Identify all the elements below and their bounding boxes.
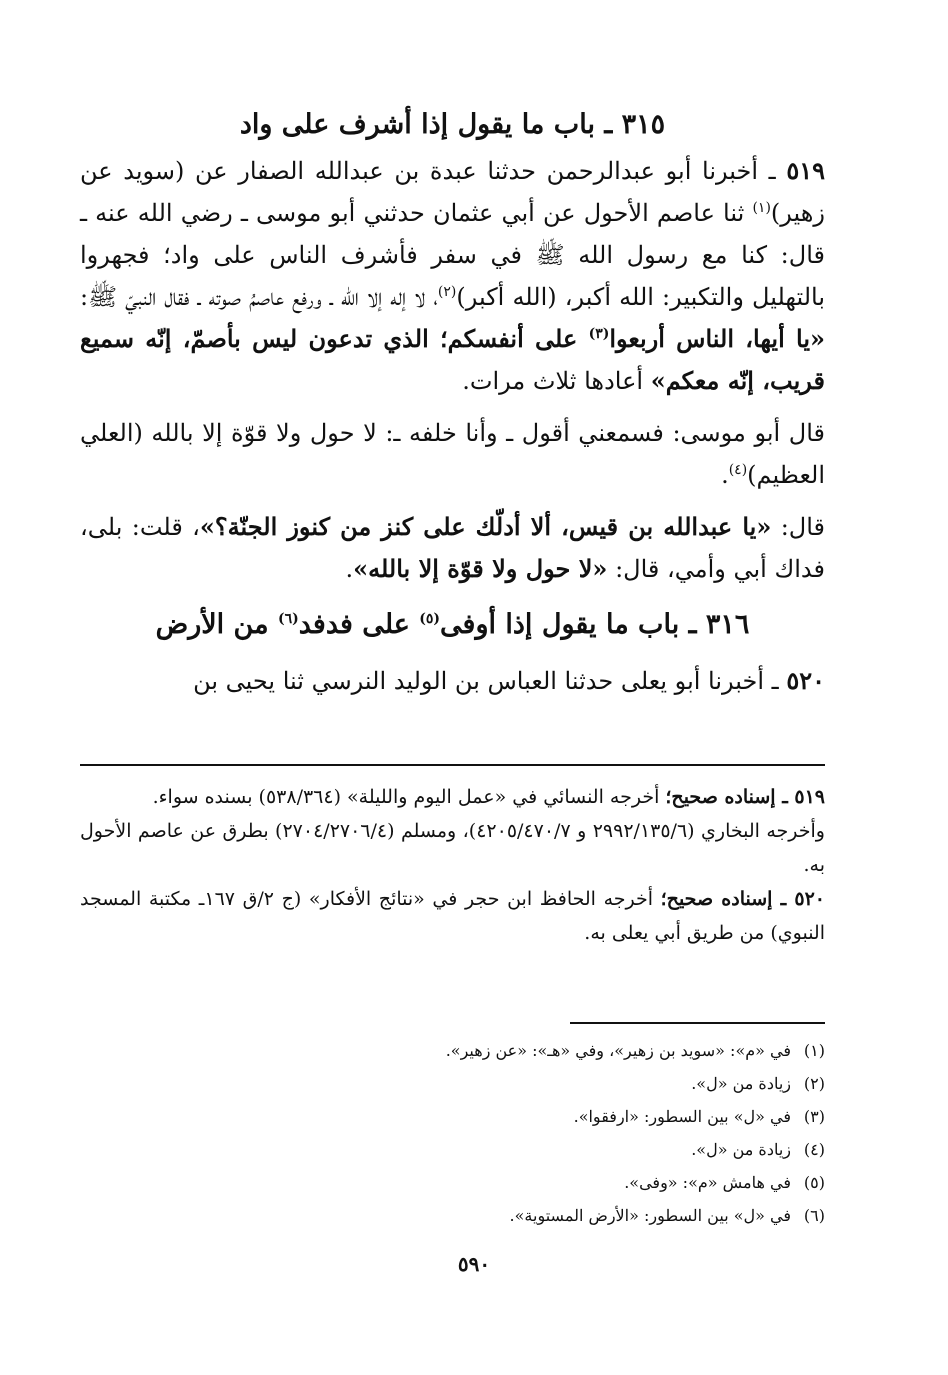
abu-musa-paragraph [80,412,825,496]
footnote-item [80,1067,825,1100]
chapter-316-title [80,600,825,650]
main-text [80,100,825,702]
qala-quote-2: «لا حول ولا قوّة إلا بالله» [353,554,608,583]
footnote-text: في «ل» بين السطور: «ارفقوا». [573,1107,791,1126]
note-519-number: ٥١٩ [794,786,825,808]
footnote-number: (٦) [803,1206,825,1225]
chapter-316-title-c: من الأرض [155,609,278,640]
footnote-text: في «م»: «سويد بن زهير»، وفي «هـ»: «عن زهير». [445,1041,791,1060]
hadith-519-text-a: ـ أخبرنا أبو عبدالرحمن حدثنا عبدة بن عبدالله الصفار عن (سويد عن زهير) [80,157,825,227]
abu-musa-text-a: قال أبو موسى: فسمعني أقول ـ وأنا خلفه ـ: لا حول ولا قوّة إلا بالله (العلي العظيم) [80,419,825,489]
note-519-text: أخرجه النسائي في «عمل اليوم والليلة» (٥٣٨/٣٦٤) بسنده سواء. [152,786,666,808]
footnotes-list [80,1034,825,1232]
footnote-item [80,1133,825,1166]
abu-musa-text-b: . [721,461,729,489]
note-519 [80,780,825,814]
footnote-text: في «ل» بين السطور: «الأرض المستوية». [509,1206,791,1225]
qala-text-b: ، قلت: بلى، فداك أبي وأمي، قال: [80,513,825,583]
footnote-number: (٣) [803,1107,825,1126]
hadith-520-paragraph [80,660,825,702]
qala-text-c: . [345,555,354,583]
footnote-ref-2: (٢) [437,284,457,300]
footnote-number: (١) [803,1041,825,1060]
footnote-number: (٤) [803,1140,825,1159]
chapter-316-title-a: ٣١٦ ـ باب ما يقول إذا أوفى [440,609,750,640]
note-519-text-2: وأخرجه البخاري (٢٩٩٢/١٣٥/٦ و ٤٢٠٥/٤٧٠/٧)، ومسلم (٢٧٠٤/٢٧٠٦/٤) بطرق عن عاصم الأحول به. [80,820,825,876]
hadith-519-paragraph [80,150,825,402]
chapter-315-title-text: ٣١٥ ـ باب ما يقول إذا أشرف على واد [239,109,666,140]
footnote-item [80,1034,825,1067]
hadith-519-text-b: ثنا عاصم الأحول عن أبي عثمان حدثني أبو موسى ـ رضي الله عنه ـ قال: كنا مع رسول الله ﷺ في سفر فأشرف الناس على واد؛ فجهروا بالتهليل والتكبير: الله أكبر، (الله أكبر) [80,199,825,311]
footnote-item [80,1100,825,1133]
footnote-item [80,1199,825,1232]
footnote-text: زيادة من «ل». [691,1074,791,1093]
qala-paragraph [80,506,825,590]
note-519-continued [80,814,825,882]
footnote-ref-6: (٦) [277,611,299,627]
note-520-number: ٥٢٠ [794,888,825,910]
note-520 [80,882,825,950]
hadith-520-text: ـ أخبرنا أبو يعلى حدثنا العباس بن الوليد النرسي ثنا يحيى بن [193,667,787,695]
footnote-number: (٥) [803,1173,825,1192]
qala-quote-1: «يا عبدالله بن قيس، ألا أدلّك على كنز من كنوز الجنّة؟» [199,512,772,541]
hadith-519-quote-2: على أنفسكم؛ الذي تدعون ليس بأصمّ، إنّه سميع قريب، إنّه معكم» [80,324,825,395]
paragraph-gap [80,590,825,600]
note-520-text: أخرجه الحافظ ابن حجر في «نتائج الأفكار» (ج ٢/ق ١٦٧ـ مكتبة المسجد النبوي) من طريق أبي يعلى به. [80,888,825,944]
footnote-number: (٢) [803,1074,825,1093]
hadith-519-quote-1: «يا أيها، الناس أربعوا [609,324,825,353]
qala-text-a: قال: [771,513,826,541]
footnotes-divider [570,1022,825,1024]
paragraph-gap [80,496,825,506]
footnote-ref-3: (٣) [588,326,610,342]
hadith-520-number: ٥٢٠ [786,666,825,695]
footnote-text: في هامش «م»: «وفى». [624,1173,791,1192]
note-520-label: ـ إسناده صحيح؛ [660,888,795,910]
paragraph-gap [80,402,825,412]
footnote-ref-5: (٥) [419,611,441,627]
chapter-315-title [80,100,825,150]
footnote-ref-4: (٤) [728,462,748,478]
notes-divider [80,764,825,766]
footnote-item [80,1166,825,1199]
paragraph-gap [80,650,825,660]
hadith-519-number: ٥١٩ [786,156,825,185]
page-number: ٥٩٠ [457,1252,491,1276]
takhrij-notes [80,780,825,950]
hadith-519-text-d: أعادها ثلاث مرات. [462,367,651,395]
chapter-316-title-b: على فدفد [298,609,420,640]
note-519-label: ـ إسناده صحيح؛ [665,786,795,808]
footnote-ref-1: (١) [752,200,771,216]
footnote-text: زيادة من «ل». [691,1140,791,1159]
hadith-519-text-c: ، لا إله إلا الله ـ ورفع عاصمُ صوته ـ فقال النبيّ ﷺ: [80,283,438,311]
